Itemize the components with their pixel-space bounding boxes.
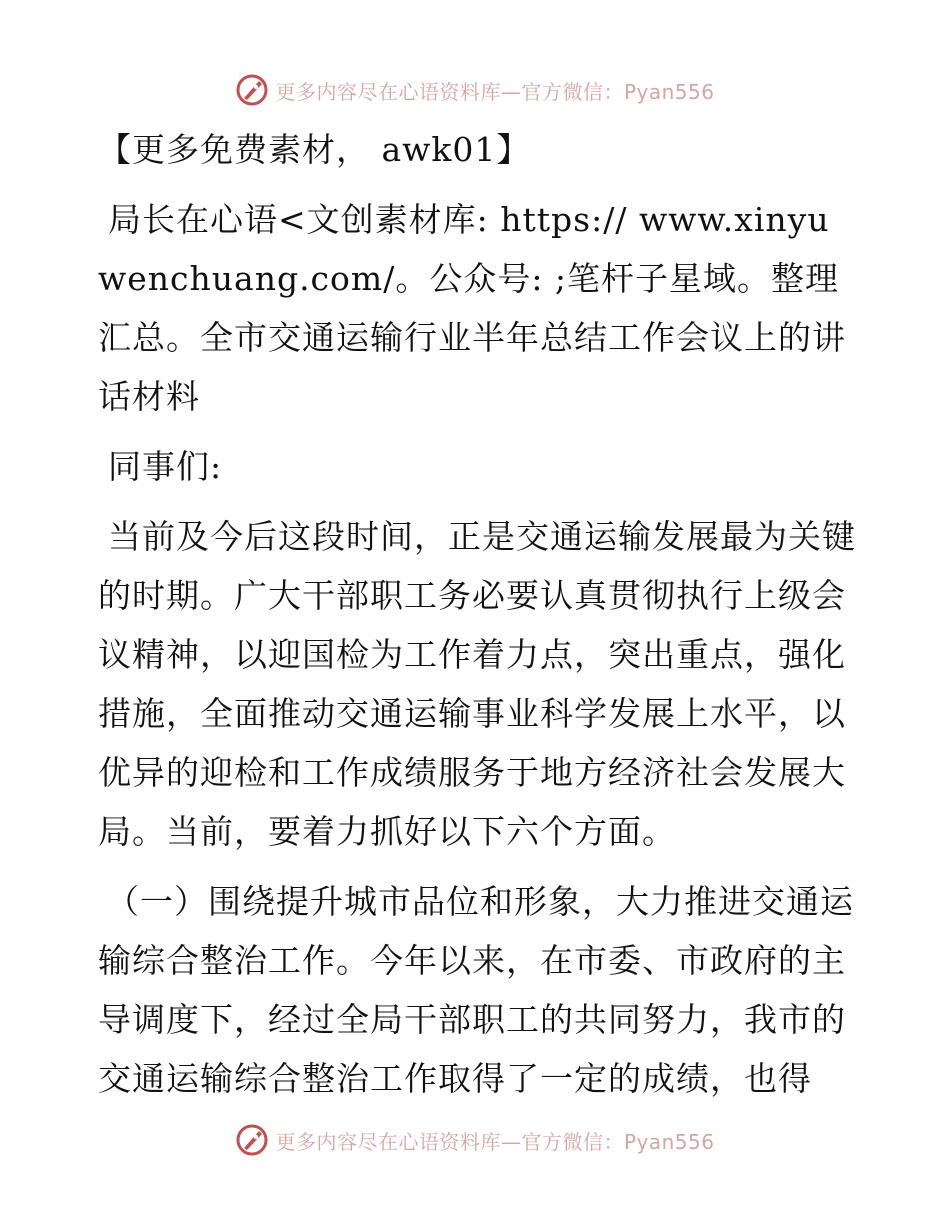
quill-pen-circle-icon bbox=[235, 73, 269, 107]
body-paragraph-1: 当前及今后这段时间，正是交通运输发展最为关键的时期。广大干部职工务必要认真贯彻执行上级会议精神，以迎国检为工作着力点，突出重点，强化措施，全面推动交通运输事业科学发展上水平，以优异的迎检和工作成绩服务于地方经济社会发展大局。当前，要着力抓好以下六个方面。 bbox=[98, 517, 856, 851]
salutation: 同事们: bbox=[108, 447, 223, 486]
intro-paragraph: 局长在心语<文创素材库: https:// www.xinyuwenchuang.com/。公众号: ;笔杆子星域。整理汇总。全市交通运输行业半年总结工作会议上的讲话材料 bbox=[98, 200, 846, 416]
body-paragraph-2: （一）围绕提升城市品位和形象，大力推进交通运输综合整治工作。今年以来，在市委、市政府的主导调度下，经过全局干部职工的共同努力，我市的交通运输综合整治工作取得了一定的成绩，也得 bbox=[98, 882, 854, 1098]
footer-watermark bbox=[0, 1120, 950, 1160]
watermark-text: 更多内容尽在心语资料库—官方微信：Pyan556 bbox=[275, 79, 715, 104]
promo-line: 【更多免费素材， awk01】 bbox=[98, 130, 531, 169]
quill-pen-circle-icon bbox=[235, 1123, 269, 1157]
watermark-text: 更多内容尽在心语资料库—官方微信：Pyan556 bbox=[275, 1129, 715, 1154]
header-watermark bbox=[0, 70, 950, 110]
document-body bbox=[98, 120, 858, 1108]
